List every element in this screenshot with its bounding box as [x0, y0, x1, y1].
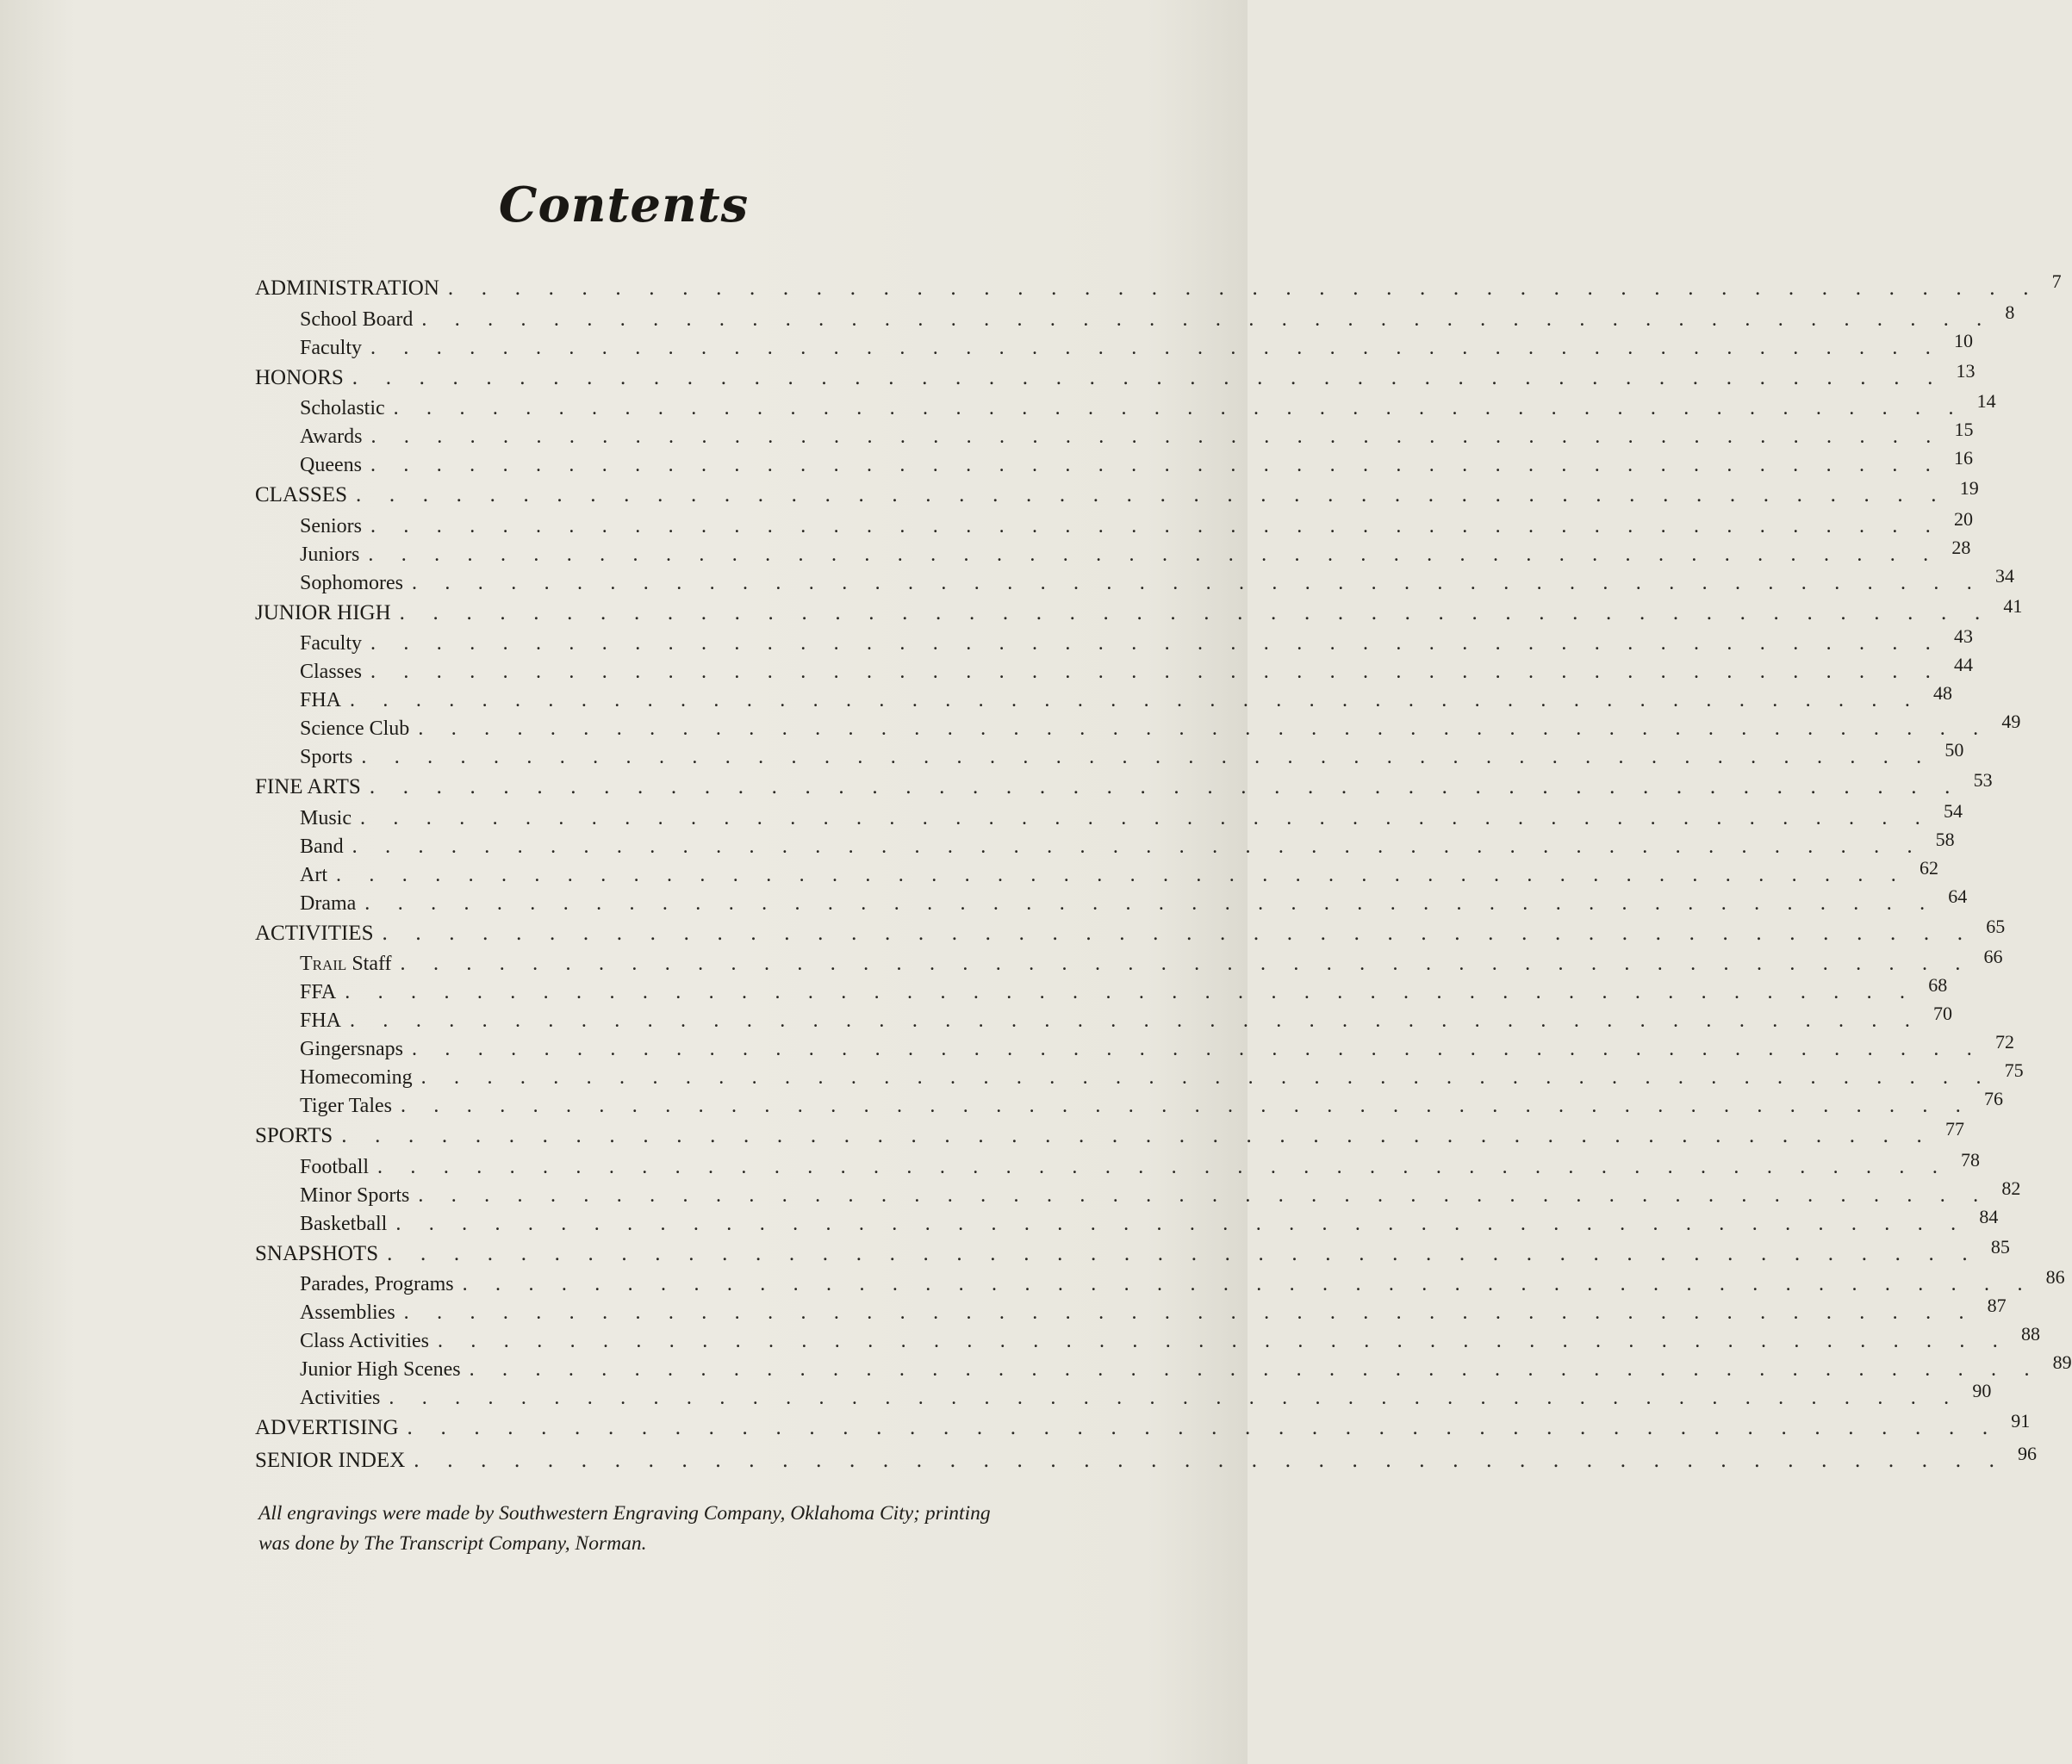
- toc-entry-label: School Board: [300, 307, 414, 331]
- toc-entry-label: Tiger Tales: [300, 1095, 392, 1117]
- toc-subsection-entry: [255, 329, 1973, 362]
- toc-entry-label: Queens: [300, 454, 362, 476]
- toc-page-number: 75: [2004, 1059, 2024, 1081]
- dot-leader: . . . . . . . . . . . . . . . . . . . . . . . . . . . . . . . . . . . . . . . . . . . . . . . .: [418, 1183, 1990, 1207]
- dot-leader: . . . . . . . . . . . . . . . . . . . . . . . . . . . . . . . . . . . . . . . . . . . . . . . .: [399, 600, 1992, 624]
- toc-subsection-entry: [255, 885, 1968, 917]
- toc-page-number: 64: [1948, 885, 1968, 907]
- toc-subsection-entry: [255, 390, 1996, 422]
- toc-page-number: 41: [2003, 594, 2023, 617]
- toc-page-number: 85: [1990, 1235, 2010, 1258]
- toc-subsection-entry: [255, 946, 2003, 978]
- toc-page-number: 84: [1979, 1205, 1999, 1227]
- toc-entry-label: SNAPSHOTS: [255, 1241, 379, 1265]
- toc-entry-label: Faculty: [300, 632, 362, 655]
- dot-leader: . . . . . . . . . . . . . . . . . . . . . . . . . . . . . . . . . . . . . . . . . . . . . . . .: [370, 632, 1942, 655]
- toc-page-number: 72: [1994, 1031, 2014, 1053]
- toc-entry-label: FHA: [300, 1009, 342, 1032]
- dot-leader: . . . . . . . . . . . . . . . . . . . . . . . . . . . . . . . . . . . . . . . . . . . . . . . .: [412, 571, 1983, 594]
- dot-leader: . . . . . . . . . . . . . . . . . . . . . . . . . . . . . . . . . . . . . . . . . . . . . . . .: [400, 953, 1972, 975]
- toc-entry-label: SPORTS: [255, 1124, 333, 1147]
- toc-subsection-entry: [255, 654, 1973, 686]
- toc-page-number: 28: [1951, 536, 1971, 558]
- toc-entry-label: JUNIOR HIGH: [255, 600, 391, 624]
- dot-leader: . . . . . . . . . . . . . . . . . . . . . . . . . . . . . . . . . . . . . . . . . . . . . . . .: [370, 336, 1942, 359]
- toc-entry-label: Faculty: [300, 336, 362, 359]
- dot-leader: . . . . . . . . . . . . . . . . . . . . . . . . . . . . . . . . . . . . . . . . . . . . . . . .: [355, 483, 1948, 506]
- toc-page-number: 76: [1984, 1088, 2003, 1109]
- dot-leader: . . . . . . . . . . . . . . . . . . . . . . . . . . . . . . . . . . . . . . . . . . . . . . . .: [360, 806, 1932, 829]
- toc-subsection-entry: [255, 856, 1938, 889]
- toc-entry-label: FHA: [300, 689, 342, 711]
- toc-subsection-entry: [255, 1295, 2007, 1326]
- toc-section-entry: [255, 769, 1993, 804]
- dot-leader: . . . . . . . . . . . . . . . . . . . . . . . . . . . . . . . . . . . . . . . . . . . . . . . .: [352, 835, 1924, 858]
- toc-section-entry: [255, 477, 1979, 512]
- toc-page-number: 82: [2001, 1177, 2021, 1199]
- toc-page-number: 16: [1953, 447, 1973, 469]
- dot-leader: . . . . . . . . . . . . . . . . . . . . . . . . . . . . . . . . . . . . . . . . . . . . . . . .: [361, 746, 1933, 768]
- dot-leader: . . . . . . . . . . . . . . . . . . . . . . . . . . . . . . . . . . . . . . . . . . . . . . . .: [341, 1124, 1933, 1147]
- toc-entry-label: Parades, Programs: [300, 1273, 454, 1295]
- toc-subsection-entry: [255, 974, 1948, 1006]
- toc-page-number: 50: [1944, 739, 1964, 761]
- dot-leader: . . . . . . . . . . . . . . . . . . . . . . . . . . . . . . . . . . . . . . . . . . . . . . . .: [403, 1301, 1976, 1324]
- toc-section-entry: [255, 1410, 2031, 1444]
- toc-page-number: 89: [2052, 1351, 2072, 1373]
- dot-leader: . . . . . . . . . . . . . . . . . . . . . . . . . . . . . . . . . . . . . . . . . . . . . . . .: [421, 307, 1994, 331]
- toc-entry-label: Sports: [300, 746, 353, 768]
- toc-page-number: 13: [1956, 359, 1976, 382]
- toc-section-entry: [255, 270, 2062, 305]
- toc-section-entry: [255, 1442, 2038, 1477]
- toc-subsection-entry: [255, 682, 1953, 714]
- toc-subsection-entry: [255, 536, 1971, 568]
- dot-leader: . . . . . . . . . . . . . . . . . . . . . . . . . . . . . . . . . . . . . . . . . . . . . . . .: [350, 689, 1922, 711]
- toc-page-number: 58: [1935, 828, 1955, 850]
- toc-subsection-entry: [255, 625, 1973, 657]
- page-title: Contents: [498, 177, 750, 233]
- dot-leader: . . . . . . . . . . . . . . . . . . . . . . . . . . . . . . . . . . . . . . . . . . . . . . . .: [350, 1009, 1922, 1032]
- toc-subsection-entry: [255, 1205, 1999, 1238]
- toc-page-number: 86: [2045, 1266, 2065, 1288]
- toc-subsection-entry: [255, 799, 1963, 832]
- dot-leader: . . . . . . . . . . . . . . . . . . . . . . . . . . . . . . . . . . . . . . . . . . . . . . . .: [411, 1038, 1983, 1060]
- toc-section-entry: [255, 915, 2006, 950]
- toc-subsection-entry: [255, 1177, 2021, 1209]
- toc-subsection-entry: [255, 1380, 1992, 1412]
- toc-subsection-entry: [255, 828, 1955, 860]
- toc-page-number: 19: [1959, 477, 1979, 499]
- dot-leader: . . . . . . . . . . . . . . . . . . . . . . . . . . . . . . . . . . . . . . . . . . . . . . . .: [438, 1330, 2009, 1352]
- toc-subsection-entry: [255, 1031, 2014, 1063]
- toc-page-number: 15: [1954, 419, 1974, 440]
- toc-entry-label: Football: [300, 1155, 370, 1178]
- dot-leader: . . . . . . . . . . . . . . . . . . . . . . . . . . . . . . . . . . . . . . . . . . . . . . . .: [401, 1095, 1972, 1117]
- toc-subsection-entry: [255, 507, 1973, 540]
- dot-leader: . . . . . . . . . . . . . . . . . . . . . . . . . . . . . . . . . . . . . . . . . . . . . . . .: [370, 425, 1943, 448]
- toc-subsection-entry: [255, 1266, 2065, 1298]
- toc-entry-label: [255, 950, 392, 978]
- toc-entry-label: Assemblies: [300, 1301, 395, 1324]
- dot-leader: . . . . . . . . . . . . . . . . . . . . . . . . . . . . . . . . . . . . . . . . . . . . . . . .: [364, 891, 1937, 915]
- dot-leader: . . . . . . . . . . . . . . . . . . . . . . . . . . . . . . . . . . . . . . . . . . . . . . . .: [414, 1448, 2007, 1472]
- toc-page-number: 62: [1920, 856, 1938, 879]
- toc-page-number: 65: [1986, 915, 2006, 937]
- toc-page-number: 34: [1995, 564, 2014, 587]
- toc-entry-label-rest: Staff: [346, 953, 392, 975]
- dot-leader: . . . . . . . . . . . . . . . . . . . . . . . . . . . . . . . . . . . . . . . . . . . . . . . .: [447, 276, 2040, 300]
- toc-entry-label: Juniors: [300, 543, 360, 566]
- toc-subsection-entry: [255, 1148, 1981, 1181]
- toc-page-number: 7: [2051, 270, 2062, 292]
- toc-page-number: 88: [2021, 1323, 2040, 1345]
- toc-subsection-entry: [255, 301, 2015, 333]
- toc-section-entry: [255, 359, 1976, 394]
- toc-page-number: 70: [1933, 1003, 1953, 1024]
- toc-entry-label: Class Activities: [300, 1330, 429, 1352]
- toc-entry-label: HONORS: [255, 365, 344, 389]
- toc-section-entry: [255, 1118, 1964, 1152]
- toc-entry-label: FINE ARTS: [255, 775, 361, 798]
- toc-subsection-entry: [255, 1003, 1953, 1034]
- toc-page-number: 8: [2005, 301, 2015, 323]
- toc-entry-label: Awards: [300, 425, 363, 448]
- dot-leader: . . . . . . . . . . . . . . . . . . . . . . . . . . . . . . . . . . . . . . . . . . . . . . . .: [420, 1066, 1993, 1089]
- toc-entry-label: Gingersnaps: [300, 1038, 403, 1060]
- toc-entry-label: Minor Sports: [300, 1183, 410, 1207]
- toc-entry-label: Activities: [300, 1387, 381, 1409]
- toc-page-number: 54: [1944, 799, 1963, 822]
- toc-entry-label: FFA: [300, 981, 337, 1003]
- toc-page-number: 77: [1944, 1118, 1964, 1140]
- dot-leader: . . . . . . . . . . . . . . . . . . . . . . . . . . . . . . . . . . . . . . . . . . . . . . . .: [368, 543, 1940, 566]
- dot-leader: . . . . . . . . . . . . . . . . . . . . . . . . . . . . . . . . . . . . . . . . . . . . . . . .: [370, 661, 1942, 683]
- toc-page-number: 66: [1983, 946, 2003, 967]
- dot-leader: . . . . . . . . . . . . . . . . . . . . . . . . . . . . . . . . . . . . . . . . . . . . . . . .: [382, 921, 1975, 945]
- toc-subsection-entry: [255, 739, 1964, 771]
- toc-page-number: 96: [2018, 1442, 2038, 1464]
- toc-subsection-entry: [255, 1323, 2040, 1355]
- toc-page-number: 53: [1973, 769, 1993, 791]
- toc-subsection-entry: [255, 1059, 2024, 1091]
- dot-leader: . . . . . . . . . . . . . . . . . . . . . . . . . . . . . . . . . . . . . . . . . . . . . . . .: [377, 1155, 1950, 1178]
- dot-leader: . . . . . . . . . . . . . . . . . . . . . . . . . . . . . . . . . . . . . . . . . . . . . . . .: [469, 1358, 2041, 1381]
- toc-entry-label: Sophomores: [300, 571, 403, 594]
- toc-entry-label: Basketball: [300, 1212, 388, 1235]
- dot-leader: . . . . . . . . . . . . . . . . . . . . . . . . . . . . . . . . . . . . . . . . . . . . . . . .: [393, 397, 1965, 419]
- dot-leader: . . . . . . . . . . . . . . . . . . . . . . . . . . . . . . . . . . . . . . . . . . . . . . . .: [370, 454, 1942, 476]
- toc-entry-label: ACTIVITIES: [255, 921, 374, 945]
- toc-page-number: 87: [1987, 1295, 2007, 1316]
- toc-page-number: 44: [1954, 654, 1973, 675]
- toc-page-number: 43: [1954, 625, 1973, 647]
- dot-leader: . . . . . . . . . . . . . . . . . . . . . . . . . . . . . . . . . . . . . . . . . . . . . . . .: [395, 1212, 1968, 1235]
- dot-leader: . . . . . . . . . . . . . . . . . . . . . . . . . . . . . . . . . . . . . . . . . . . . . . . .: [462, 1273, 2034, 1295]
- dot-leader: . . . . . . . . . . . . . . . . . . . . . . . . . . . . . . . . . . . . . . . . . . . . . . . .: [336, 863, 1907, 886]
- dot-leader: . . . . . . . . . . . . . . . . . . . . . . . . . . . . . . . . . . . . . . . . . . . . . . . .: [389, 1387, 1961, 1409]
- toc-entry-label: Science Club: [300, 717, 410, 740]
- dot-leader: . . . . . . . . . . . . . . . . . . . . . . . . . . . . . . . . . . . . . . . . . . . . . . . .: [418, 717, 1990, 740]
- toc-page-number: 49: [2001, 711, 2021, 732]
- dot-leader: . . . . . . . . . . . . . . . . . . . . . . . . . . . . . . . . . . . . . . . . . . . . . . . .: [352, 365, 1944, 389]
- toc-entry-label: Drama: [300, 891, 357, 915]
- toc-entry-label: Scholastic: [300, 397, 385, 419]
- toc-entry-label: Art: [300, 863, 327, 886]
- toc-entry-label: Music: [300, 806, 352, 829]
- toc-page-number: 68: [1928, 974, 1948, 996]
- toc-entry-label: ADMINISTRATION: [255, 276, 439, 300]
- toc-entry-label: SENIOR INDEX: [255, 1448, 406, 1472]
- toc-entry-label: Seniors: [300, 514, 362, 537]
- toc-entry-label: Band: [300, 835, 344, 858]
- engraving-printing-credit: All engravings were made by Southwestern Engraving Company, Oklahoma City; printing was done by The Transcript Company, Norman.: [258, 1502, 991, 1555]
- toc-section-entry: [255, 1235, 2010, 1270]
- toc-page-number: 14: [1976, 390, 1996, 412]
- toc-section-entry: [255, 594, 2023, 630]
- dot-leader: . . . . . . . . . . . . . . . . . . . . . . . . . . . . . . . . . . . . . . . . . . . . . . . .: [387, 1241, 1979, 1265]
- toc-entry-label: CLASSES: [255, 483, 347, 506]
- toc-entry-label: Homecoming: [300, 1066, 413, 1089]
- toc-page-number: 20: [1954, 507, 1973, 530]
- toc-page-number: 10: [1954, 329, 1973, 351]
- toc-subsection-entry: [255, 447, 1973, 479]
- dot-leader: . . . . . . . . . . . . . . . . . . . . . . . . . . . . . . . . . . . . . . . . . . . . . . . .: [369, 775, 1962, 798]
- toc-page-number: 78: [1961, 1148, 1981, 1171]
- toc-page-number: 48: [1933, 682, 1953, 704]
- toc-entry-label: ADVERTISING: [255, 1416, 399, 1439]
- table-of-contents: [255, 270, 2072, 1476]
- dot-leader: . . . . . . . . . . . . . . . . . . . . . . . . . . . . . . . . . . . . . . . . . . . . . . . .: [370, 514, 1942, 537]
- toc-page-number: 90: [1972, 1380, 1992, 1401]
- toc-subsection-entry: [255, 564, 2014, 597]
- toc-subsection-entry: [255, 1088, 2003, 1120]
- toc-entry-label: Classes: [300, 661, 362, 683]
- toc-entry-label: Junior High Scenes: [300, 1358, 461, 1381]
- toc-page-number: 91: [2011, 1410, 2031, 1432]
- toc-subsection-entry: [255, 419, 1974, 450]
- toc-subsection-entry: [255, 1351, 2072, 1383]
- dot-leader: . . . . . . . . . . . . . . . . . . . . . . . . . . . . . . . . . . . . . . . . . . . . . . . .: [345, 981, 1917, 1003]
- toc-entry-label-smallcaps: Trail: [300, 953, 347, 975]
- toc-subsection-entry: [255, 711, 2021, 742]
- dot-leader: . . . . . . . . . . . . . . . . . . . . . . . . . . . . . . . . . . . . . . . . . . . . . . . .: [407, 1416, 2000, 1439]
